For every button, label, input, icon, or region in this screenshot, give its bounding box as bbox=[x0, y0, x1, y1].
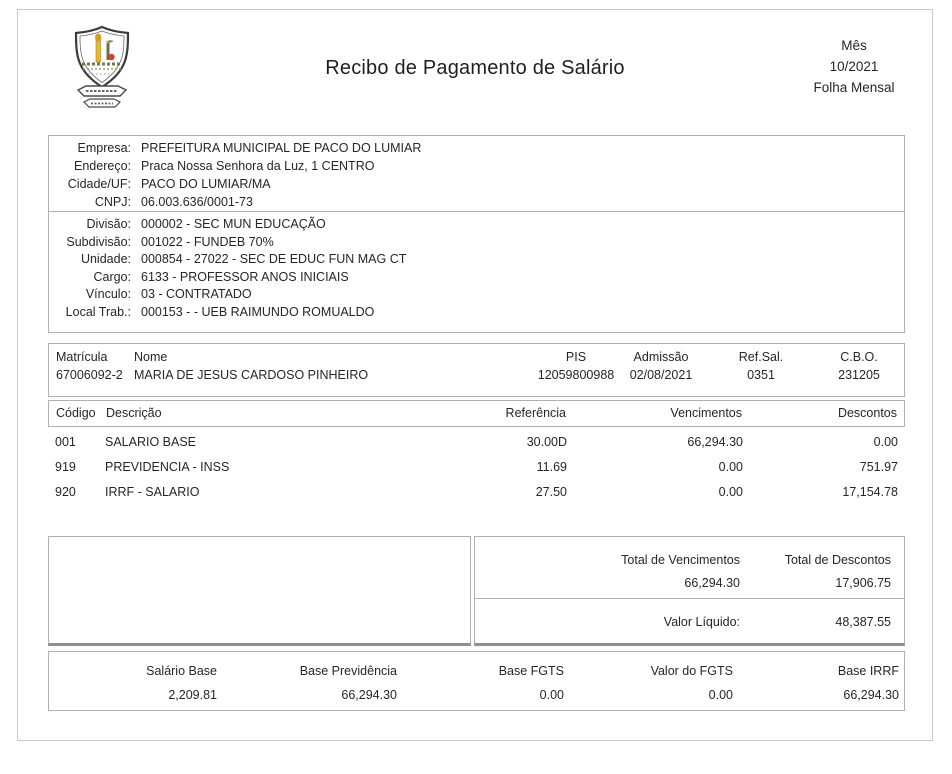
cell-descricao: IRRF - SALARIO bbox=[105, 485, 200, 499]
page-title: Recibo de Pagamento de Salário bbox=[325, 57, 625, 79]
field-value: 000153 - - UEB RAIMUNDO ROMUALDO bbox=[141, 304, 375, 319]
field-label: Divisão: bbox=[86, 217, 131, 231]
field-value: 000854 - 27022 - SEC DE EDUC FUN MAG CT bbox=[141, 252, 407, 266]
base-salario-base bbox=[146, 659, 217, 707]
total-descontos bbox=[785, 549, 891, 595]
total-vencimentos-value: 66,294.30 bbox=[684, 576, 740, 590]
cell-referencia: 27.50 bbox=[535, 485, 567, 499]
field-label: CNPJ: bbox=[94, 195, 131, 209]
matricula-value: 67006092-2 bbox=[56, 368, 123, 382]
payslip-page bbox=[17, 9, 933, 741]
base-label: Base Previdência bbox=[299, 664, 397, 678]
field-value: 6133 - PROFESSOR ANOS INICIAIS bbox=[141, 269, 349, 284]
cbo-label: C.B.O. bbox=[840, 350, 878, 364]
field-value: 001022 - FUNDEB 70% bbox=[141, 234, 274, 249]
employee-cbo bbox=[799, 348, 919, 384]
base-value: 0.00 bbox=[539, 688, 564, 702]
cell-descontos: 0.00 bbox=[873, 435, 898, 449]
assignment-field-cargo bbox=[49, 269, 904, 287]
valor-liquido-label: Valor Líquido: bbox=[663, 614, 740, 629]
header-codigo: Código bbox=[56, 406, 96, 420]
field-label: Subdivisão: bbox=[66, 234, 131, 249]
admissao-label: Admissão bbox=[633, 350, 689, 364]
employee-info-row bbox=[48, 343, 905, 397]
employee-name bbox=[134, 348, 368, 384]
valor-liquido-value: 48,387.55 bbox=[835, 614, 891, 629]
cell-descricao: PREVIDENCIA - INSS bbox=[105, 460, 230, 474]
period-label: Mês bbox=[841, 38, 867, 53]
header-referencia: Referência bbox=[505, 406, 566, 420]
field-value: PACO DO LUMIAR/MA bbox=[141, 177, 271, 191]
nome-value: MARIA DE JESUS CARDOSO PINHEIRO bbox=[134, 368, 369, 382]
earnings-row bbox=[48, 455, 905, 480]
cell-codigo: 920 bbox=[55, 485, 76, 499]
cell-codigo: 919 bbox=[55, 460, 76, 474]
valor-do-fgts bbox=[651, 659, 733, 707]
period-value: 10/2021 bbox=[829, 59, 879, 74]
total-descontos-value: 17,906.75 bbox=[835, 576, 891, 590]
field-label: Cidade/UF: bbox=[67, 177, 131, 191]
assignment-field-local-trab bbox=[49, 304, 904, 322]
cell-referencia: 30.00D bbox=[526, 435, 567, 449]
base-label: Base IRRF bbox=[837, 664, 899, 678]
base-label: Valor do FGTS bbox=[650, 664, 733, 678]
net-value-row bbox=[475, 599, 904, 644]
employer-field-cidade-uf bbox=[49, 175, 904, 193]
header-vencimentos: Vencimentos bbox=[670, 406, 742, 420]
matricula-label: Matrícula bbox=[56, 350, 108, 364]
base-value: 0.00 bbox=[708, 688, 733, 702]
cell-descontos: 751.97 bbox=[859, 460, 898, 474]
earnings-table-rows bbox=[48, 430, 905, 505]
base-irrf bbox=[838, 659, 899, 707]
total-descontos-label: Total de Descontos bbox=[784, 553, 891, 567]
admissao-value: 02/08/2021 bbox=[629, 368, 693, 382]
assignment-field-vinculo bbox=[49, 286, 904, 304]
assignment-info-box bbox=[48, 211, 905, 333]
field-label: Local Trab.: bbox=[65, 304, 131, 319]
cell-vencimentos: 0.00 bbox=[718, 460, 743, 474]
field-label: Endereço: bbox=[74, 159, 131, 173]
base-label: Base FGTS bbox=[498, 664, 564, 678]
header-descontos: Descontos bbox=[837, 406, 897, 420]
field-label: Cargo: bbox=[93, 269, 131, 284]
earnings-row bbox=[48, 430, 905, 455]
field-label: Empresa: bbox=[77, 141, 131, 155]
pis-label: PIS bbox=[565, 350, 587, 364]
earnings-table-header bbox=[48, 400, 905, 427]
assignment-field-divisao bbox=[49, 216, 904, 234]
assignment-field-unidade bbox=[49, 251, 904, 269]
cell-referencia: 11.69 bbox=[536, 460, 567, 474]
header-descricao: Descrição bbox=[106, 406, 162, 420]
cell-descontos: 17,154.78 bbox=[842, 485, 898, 499]
cell-vencimentos: 66,294.30 bbox=[687, 435, 743, 449]
cell-vencimentos: 0.00 bbox=[718, 485, 743, 499]
ref-sal-label: Ref.Sal. bbox=[738, 350, 784, 364]
field-label: Unidade: bbox=[80, 252, 131, 266]
base-value: 66,294.30 bbox=[843, 688, 899, 702]
totals-row bbox=[475, 537, 904, 599]
totals-empty-box bbox=[48, 536, 471, 646]
bases-box bbox=[48, 651, 905, 711]
earnings-row bbox=[48, 480, 905, 505]
employer-info-box bbox=[48, 135, 905, 212]
totals-box bbox=[474, 536, 905, 646]
employer-field-empresa bbox=[49, 139, 904, 157]
total-vencimentos bbox=[621, 549, 740, 595]
cbo-value: 231205 bbox=[838, 368, 880, 382]
cell-descricao: SALARIO BASE bbox=[105, 435, 197, 449]
employee-matricula bbox=[56, 348, 123, 384]
base-previdencia bbox=[300, 659, 397, 707]
employer-field-cnpj bbox=[49, 193, 904, 211]
base-label: Salário Base bbox=[146, 664, 217, 678]
ref-sal-value: 0351 bbox=[747, 368, 775, 382]
base-value: 66,294.30 bbox=[341, 688, 397, 702]
total-vencimentos-label: Total de Vencimentos bbox=[621, 553, 740, 567]
field-value: Praca Nossa Senhora da Luz, 1 CENTRO bbox=[141, 159, 375, 173]
base-value: 2,209.81 bbox=[168, 688, 217, 702]
employer-field-endereco bbox=[49, 157, 904, 175]
period-block bbox=[804, 35, 904, 98]
nome-label: Nome bbox=[134, 350, 168, 364]
field-value: PREFEITURA MUNICIPAL DE PACO DO LUMIAR bbox=[141, 141, 422, 155]
pis-value: 12059800988 bbox=[537, 368, 615, 382]
base-fgts bbox=[499, 659, 564, 707]
field-value: 000002 - SEC MUN EDUCAÇÃO bbox=[141, 217, 326, 231]
field-label: Vínculo: bbox=[85, 287, 131, 301]
sheet-type: Folha Mensal bbox=[813, 80, 895, 95]
assignment-field-subdivisao bbox=[49, 234, 904, 252]
field-value: 03 - CONTRATADO bbox=[141, 287, 252, 301]
field-value: 06.003.636/0001-73 bbox=[141, 195, 253, 209]
cell-codigo: 001 bbox=[55, 435, 76, 449]
